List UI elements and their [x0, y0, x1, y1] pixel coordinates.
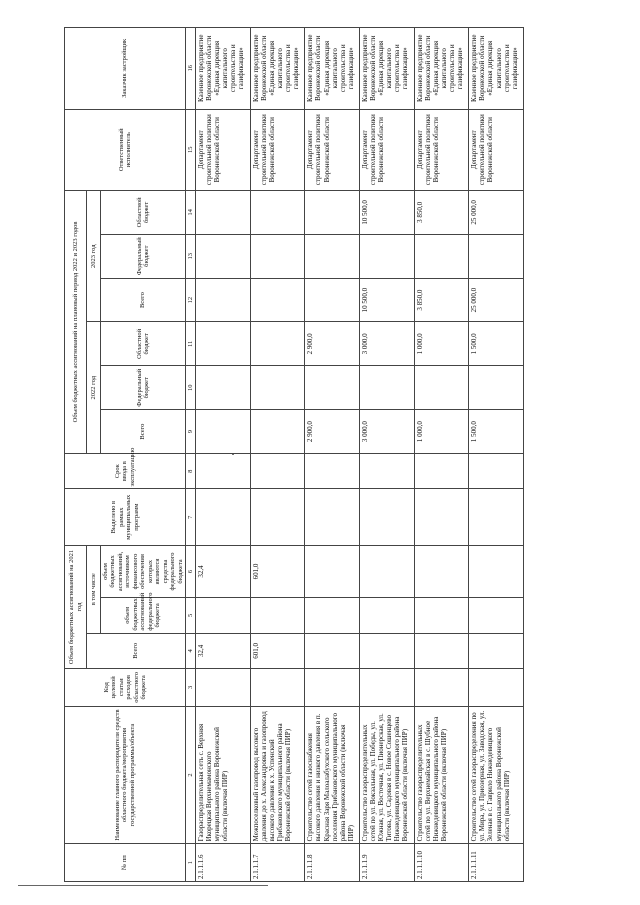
cell-empty	[414, 669, 469, 707]
cell-c4	[469, 633, 524, 668]
column-number: 12	[186, 278, 196, 322]
cell-c14: 3 850,0	[414, 190, 469, 234]
header-name: Наименование главного распорядителя средств областного бюджета/мероприятия государственной программы/объекта	[65, 706, 186, 844]
column-number: 15	[186, 109, 196, 190]
header-reg-2022: Областной бюджет	[101, 322, 186, 366]
column-number: 8	[186, 454, 196, 489]
cell-empty	[196, 598, 251, 633]
cell-name: Строительство сетей газораспределения по ул. Мира, ул. Приозерная, ул. Заводская, ул. Зеленая в с. Гаврило Нижнедевицкого муниципального района Воронежской области (включая ПИР)	[469, 706, 524, 844]
cell-empty	[414, 489, 469, 545]
cell-empty	[196, 366, 251, 410]
cell-c12	[305, 278, 360, 322]
cell-empty	[196, 489, 251, 545]
cell-empty	[469, 598, 524, 633]
cell-empty	[250, 454, 305, 489]
cell-c11: 1 000,0	[414, 322, 469, 366]
header-total-2023: Всего	[101, 278, 186, 322]
cell-recipient: Департамент строительной политики Воронежской области	[469, 109, 524, 190]
cell-c6: 601,0	[250, 545, 305, 597]
cell-c9	[196, 410, 251, 454]
cell-c9	[250, 410, 305, 454]
cell-c9: 1 000,0	[414, 410, 469, 454]
header-total-2022: Всего	[101, 410, 186, 454]
header-fed-2023: Федеральный бюджет	[101, 234, 186, 278]
header-fed-2022: Федеральный бюджет	[101, 366, 186, 410]
cell-empty	[360, 454, 415, 489]
cell-name: Строительство газораспределительных сетей по ул. Вокзальная, ул. Победы, ул. Южная, ул. Восточная, ул. Пионерская, ул. Титова, ул. Садовая в с. Новое Сошенцево Нижнедевицкого муниципального района Воронежской области (включая ПИР)	[360, 706, 415, 844]
cell-empty	[305, 489, 360, 545]
table-row	[305, 28, 360, 882]
column-number: 14	[186, 190, 196, 234]
cell-recipient: Департамент строительной политики Воронежской области	[250, 109, 305, 190]
scan-dot	[232, 453, 234, 455]
cell-c6	[305, 545, 360, 597]
cell-c11	[250, 322, 305, 366]
cell-empty	[196, 669, 251, 707]
column-number: 4	[186, 633, 196, 668]
footer-rule	[18, 885, 268, 886]
cell-empty	[360, 669, 415, 707]
header-reg-share: объем бюджетных ассигнований, источником финансового обеспечения которых являются средства федерального бюджета	[101, 545, 186, 597]
cell-c14: 10 500,0	[360, 190, 415, 234]
cell-empty	[469, 454, 524, 489]
cell-c12: 10 500,0	[360, 278, 415, 322]
cell-recipient: Департамент строительной политики Воронежской области	[305, 109, 360, 190]
cell-name: Газораспределительная сеть с. Верхняя Икорецкая Верхнемамонского муниципального района Воронежской области (включая ПИР)	[196, 706, 251, 844]
cell-empty	[469, 234, 524, 278]
cell-c12: 3 850,0	[414, 278, 469, 322]
cell-name: Межпоселковый газопровод высокого давления до х. Александровка и газопровод высокого давления к х. Успенский Грибановского муниципального района Воронежской области (включая ПИР)	[250, 706, 305, 844]
cell-empty	[469, 669, 524, 707]
table-row	[360, 28, 415, 882]
cell-c6	[469, 545, 524, 597]
column-number: 3	[186, 669, 196, 707]
cell-c14	[305, 190, 360, 234]
cell-c14	[250, 190, 305, 234]
header-recipient: Ответственный исполнитель	[65, 109, 186, 190]
cell-c4: 601,0	[250, 633, 305, 668]
cell-customer: Казенное предприятие Воронежской области «Единая дирекция капитального строительства и газификации»	[360, 28, 415, 110]
cell-empty	[360, 234, 415, 278]
column-number: 5	[186, 598, 196, 633]
cell-customer: Казенное предприятие Воронежской области «Единая дирекция капитального строительства и газификации»	[250, 28, 305, 110]
cell-empty	[360, 366, 415, 410]
cell-c9: 1 500,0	[469, 410, 524, 454]
cell-empty	[305, 669, 360, 707]
table-row	[469, 28, 524, 882]
cell-empty	[196, 454, 251, 489]
table-row	[414, 28, 469, 882]
cell-empty	[360, 598, 415, 633]
header-reg-2023: Областной бюджет	[101, 190, 186, 234]
cell-c6	[360, 545, 415, 597]
cell-c11: 2 900,0	[305, 322, 360, 366]
cell-num: 2.1.1.1.8	[305, 844, 360, 882]
cell-empty	[305, 598, 360, 633]
cell-c12	[250, 278, 305, 322]
header-num: № пп	[65, 844, 186, 882]
cell-c11	[196, 322, 251, 366]
cell-empty	[469, 489, 524, 545]
cell-customer: Казенное предприятие Воронежской области «Единая дирекция капитального строительства и газификации»	[414, 28, 469, 110]
column-number: 9	[186, 410, 196, 454]
header-2023: 2023 год	[87, 190, 101, 322]
cell-c11: 1 500,0	[469, 322, 524, 366]
header-term: Срок ввода в эксплуатацию	[65, 454, 186, 489]
cell-c4	[360, 633, 415, 668]
cell-customer: Казенное предприятие Воронежской области «Единая дирекция капитального строительства и газификации»	[305, 28, 360, 110]
cell-empty	[469, 366, 524, 410]
column-number: 6	[186, 545, 196, 597]
cell-empty	[250, 366, 305, 410]
cell-empty	[414, 366, 469, 410]
header-mun: Выделено в рамках муниципальных программ	[65, 489, 186, 545]
column-number: 7	[186, 489, 196, 545]
cell-empty	[250, 669, 305, 707]
header-plan: Объем бюджетных ассигнований на плановый период 2022 и 2023 годов	[65, 190, 87, 453]
cell-empty	[196, 234, 251, 278]
cell-recipient: Департамент строительной политики Воронежской области	[414, 109, 469, 190]
cell-c4: 32,4	[196, 633, 251, 668]
header-customer: Заказчик застройщик	[65, 28, 186, 110]
cell-c6	[414, 545, 469, 597]
cell-num: 2.1.1.1.10	[414, 844, 469, 882]
header-vol2021: Объем бюджетных ассигнований на 2021 год	[65, 545, 87, 668]
header-incl: в том числе	[87, 545, 101, 633]
rotated-table-sheet	[64, 27, 524, 882]
cell-empty	[414, 454, 469, 489]
cell-empty	[250, 489, 305, 545]
cell-empty	[305, 454, 360, 489]
header-total-2021: Всего	[87, 633, 186, 668]
cell-empty	[414, 234, 469, 278]
header-2022: 2022 год	[87, 322, 101, 454]
cell-c9: 2 900,0	[305, 410, 360, 454]
cell-c6: 32,4	[196, 545, 251, 597]
cell-recipient: Департамент строительной политики Воронежской области	[360, 109, 415, 190]
cell-name: Строительство сетей газоснабжения высокого давления и низкого давления в п. Красная Заря Малоалабухского сельского поселения Грибановского муниципального района Воронежской области (включая ПИР)	[305, 706, 360, 844]
cell-empty	[250, 234, 305, 278]
budget-table	[64, 27, 524, 882]
column-number: 11	[186, 322, 196, 366]
cell-empty	[305, 234, 360, 278]
column-number-row	[186, 28, 196, 882]
cell-c4	[305, 633, 360, 668]
column-number: 10	[186, 366, 196, 410]
cell-c14: 25 000,0	[469, 190, 524, 234]
cell-num: 2.1.1.1.6	[196, 844, 251, 882]
cell-c14	[196, 190, 251, 234]
cell-c9: 3 000,0	[360, 410, 415, 454]
cell-num: 2.1.1.1.9	[360, 844, 415, 882]
cell-customer: Казенное предприятие Воронежской области «Единая дирекция капитального строительства и газификации»	[469, 28, 524, 110]
cell-name: Строительство газораспределительных сетей по ул. Верхнемайская в с. Шубное Нижнедевицкого муниципального района Воронежской области (включая ПИР)	[414, 706, 469, 844]
column-number: 1	[186, 844, 196, 882]
column-number: 16	[186, 28, 196, 110]
header-code: Код целевой статьи расходов областного бюджета	[65, 669, 186, 707]
cell-empty	[360, 489, 415, 545]
header-fed: объем бюджетных ассигнований федерального бюджета	[101, 598, 186, 633]
cell-c12	[196, 278, 251, 322]
cell-c11: 3 000,0	[360, 322, 415, 366]
cell-c12: 25 000,0	[469, 278, 524, 322]
cell-recipient: Департамент строительной политики Воронежской области	[196, 109, 251, 190]
cell-empty	[305, 366, 360, 410]
cell-c4	[414, 633, 469, 668]
cell-num: 2.1.1.1.11	[469, 844, 524, 882]
cell-empty	[250, 598, 305, 633]
column-number: 2	[186, 706, 196, 844]
cell-num: 2.1.1.1.7	[250, 844, 305, 882]
cell-customer: Казенное предприятие Воронежской области «Единая дирекция капитального строительства и газификации»	[196, 28, 251, 110]
table-row	[250, 28, 305, 882]
table-row	[196, 28, 251, 882]
cell-empty	[414, 598, 469, 633]
column-number: 13	[186, 234, 196, 278]
